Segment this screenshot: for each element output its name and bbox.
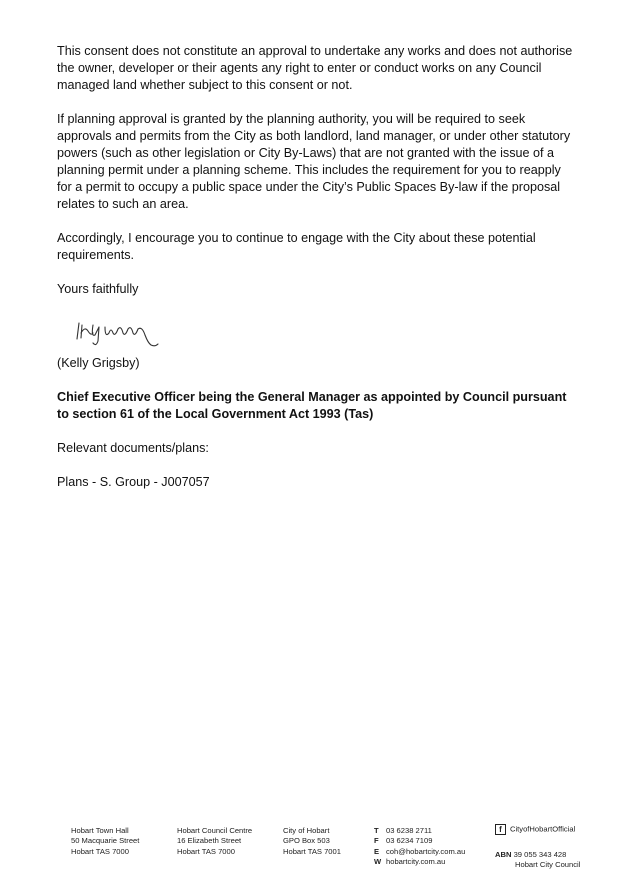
signature-image (63, 311, 577, 351)
website-link[interactable]: hobartcity.com.au (386, 857, 446, 867)
paragraph-engage: Accordingly, I encourage you to continue to engage with the City about these potential requirements. (57, 231, 536, 262)
footer-town-hall: Hobart Town Hall 50 Macquarie Street Hobart TAS 7000 (71, 826, 140, 856)
phone-number[interactable]: 03 6238 2711 (386, 826, 432, 835)
documents-item: Plans - S. Group - J007057 (57, 475, 210, 489)
signatory-name: (Kelly Grigsby) (57, 356, 140, 370)
signatory-title: Chief Executive Officer being the General Manager as appointed by Council pursuant to section 61 of the Local Government Act 1993 (Tas) (57, 390, 567, 421)
footer-council-centre: Hobart Council Centre 16 Elizabeth Street Hobart TAS 7000 (177, 826, 253, 856)
paragraph-consent: This consent does not constitute an approval to undertake any works and does not authorise the owner, developer or their agents any right to enter or conduct works on any Council managed land whether subject to this consent or not. (57, 44, 573, 92)
footer-postal-address: City of Hobart GPO Box 503 Hobart TAS 7001 (283, 826, 341, 856)
email-link[interactable]: coh@hobartcity.com.au (386, 846, 466, 856)
closing: Yours faithfully (57, 282, 139, 296)
facebook-handle[interactable]: CityofHobartOfficial (510, 824, 576, 834)
footer-facebook[interactable] (495, 824, 575, 835)
letter-body (57, 43, 577, 508)
documents-label: Relevant documents/plans: (57, 441, 209, 455)
footer-abn: ABN 39 055 343 428 Hobart City Council (495, 850, 581, 870)
facebook-icon: f (495, 824, 506, 835)
paragraph-planning-approval: If planning approval is granted by the planning authority, you will be required to seek approvals and permits from the City as both landlord, land manager, or under other statutory powers (such as other legislation or City By-Laws) that are not granted with the issue of a planning permit under a planning scheme. This includes the requirement for you to reapply for a permit to occupy a public space under the City’s Public Spaces By-law if the proposal relates to such an area. (57, 112, 571, 211)
fax-number: 03 6234 7109 (386, 836, 433, 846)
footer-contacts: T 03 6238 2711 F 03 6234 7109 E coh@hobartcity.com.au W hobartcity.com.au (374, 826, 466, 867)
